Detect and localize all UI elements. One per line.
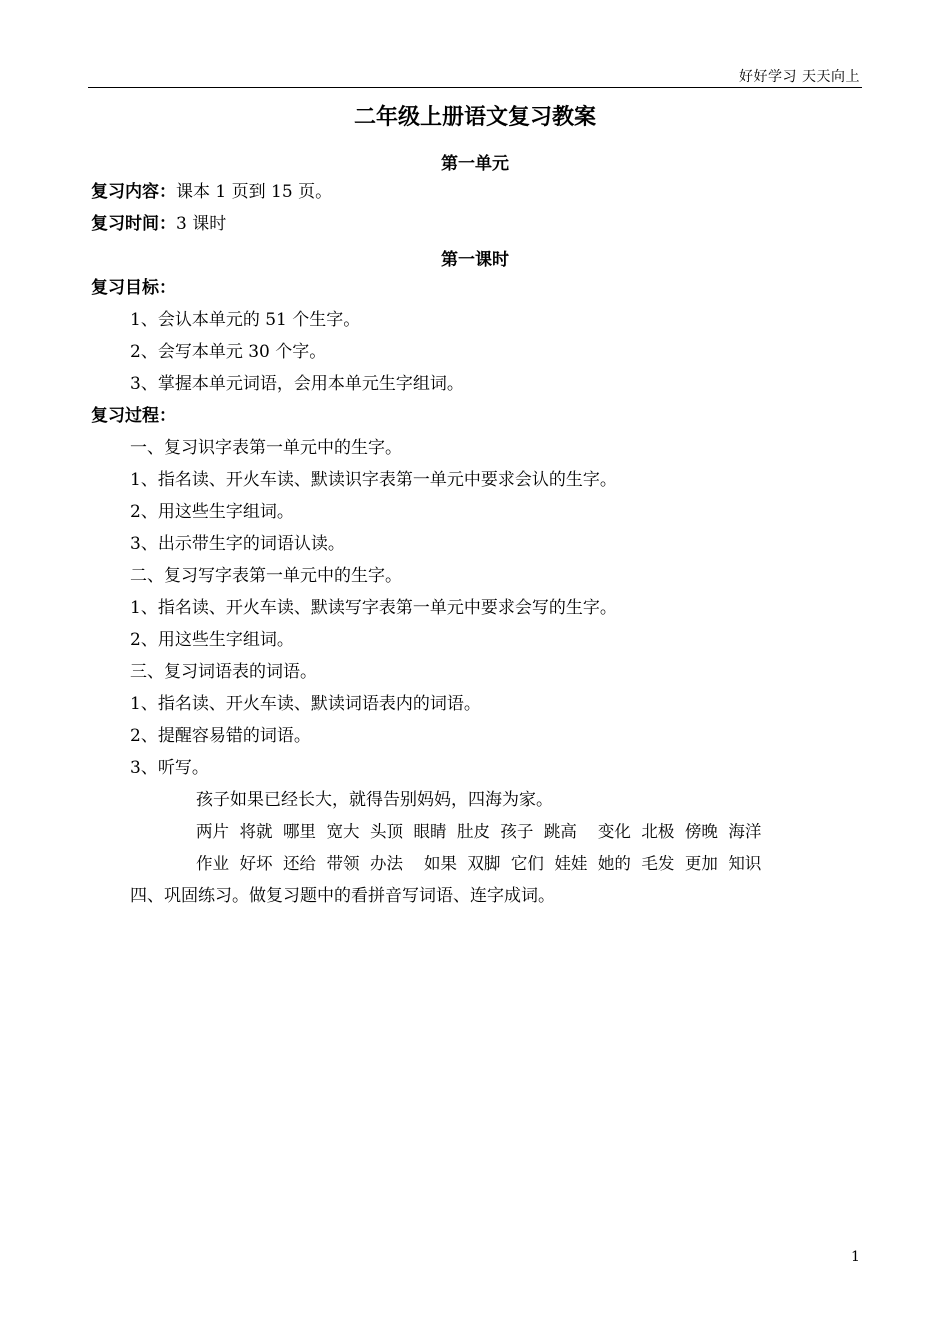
review-time-value: 3 课时 — [176, 214, 227, 234]
process-line: 1、指名读、开火车读、默读写字表第一单元中要求会写的生字。 — [130, 598, 617, 618]
dictation-words-row: 作业 好坏 还给 带领 办法 如果 双脚 它们 娃娃 她的 毛发 更加 知识 — [196, 854, 762, 873]
review-time-label: 复习时间： — [91, 214, 176, 234]
process-line: 1、指名读、开火车读、默读识字表第一单元中要求会认的生字。 — [130, 470, 617, 490]
process-line: 1、指名读、开火车读、默读词语表内的词语。 — [130, 694, 481, 714]
review-content-label: 复习内容： — [91, 182, 176, 202]
page-number: 1 — [851, 1249, 860, 1265]
process-line: 3、听写。 — [130, 758, 209, 778]
goals-label: 复习目标： — [91, 278, 176, 298]
goal-item: 3、掌握本单元词语，会用本单元生字组词。 — [130, 374, 464, 394]
dictation-words-row: 两片 将就 哪里 宽大 头顶 眼睛 肚皮 孩子 跳高 变化 北极 傍晚 海洋 — [196, 822, 762, 841]
process-line: 三、复习词语表的词语。 — [130, 662, 317, 682]
header-rule — [88, 87, 862, 88]
review-content — [91, 181, 332, 203]
page-header-text: 好好学习 天天向上 — [739, 69, 860, 85]
process-line: 一、复习识字表第一单元中的生字。 — [130, 438, 402, 458]
process-line: 2、用这些生字组词。 — [130, 630, 294, 650]
goal-item: 2、会写本单元 30 个字。 — [130, 342, 327, 362]
process-line: 二、复习写字表第一单元中的生字。 — [130, 566, 402, 586]
process-label: 复习过程： — [91, 406, 176, 426]
goal-item: 1、会认本单元的 51 个生字。 — [130, 310, 361, 330]
process-line: 2、用这些生字组词。 — [130, 502, 294, 522]
process-final-line: 四、巩固练习。做复习题中的看拼音写词语、连字成词。 — [130, 886, 555, 906]
review-content-value: 课本 1 页到 15 页。 — [176, 182, 333, 202]
lesson-title: 第一课时 — [441, 250, 509, 270]
process-line: 3、出示带生字的词语认读。 — [130, 534, 345, 554]
review-time — [91, 213, 226, 235]
process-line: 2、提醒容易错的词语。 — [130, 726, 311, 746]
dictation-sentence: 孩子如果已经长大，就得告别妈妈，四海为家。 — [196, 790, 553, 810]
unit-title: 第一单元 — [441, 154, 509, 174]
document-title: 二年级上册语文复习教案 — [353, 105, 596, 130]
